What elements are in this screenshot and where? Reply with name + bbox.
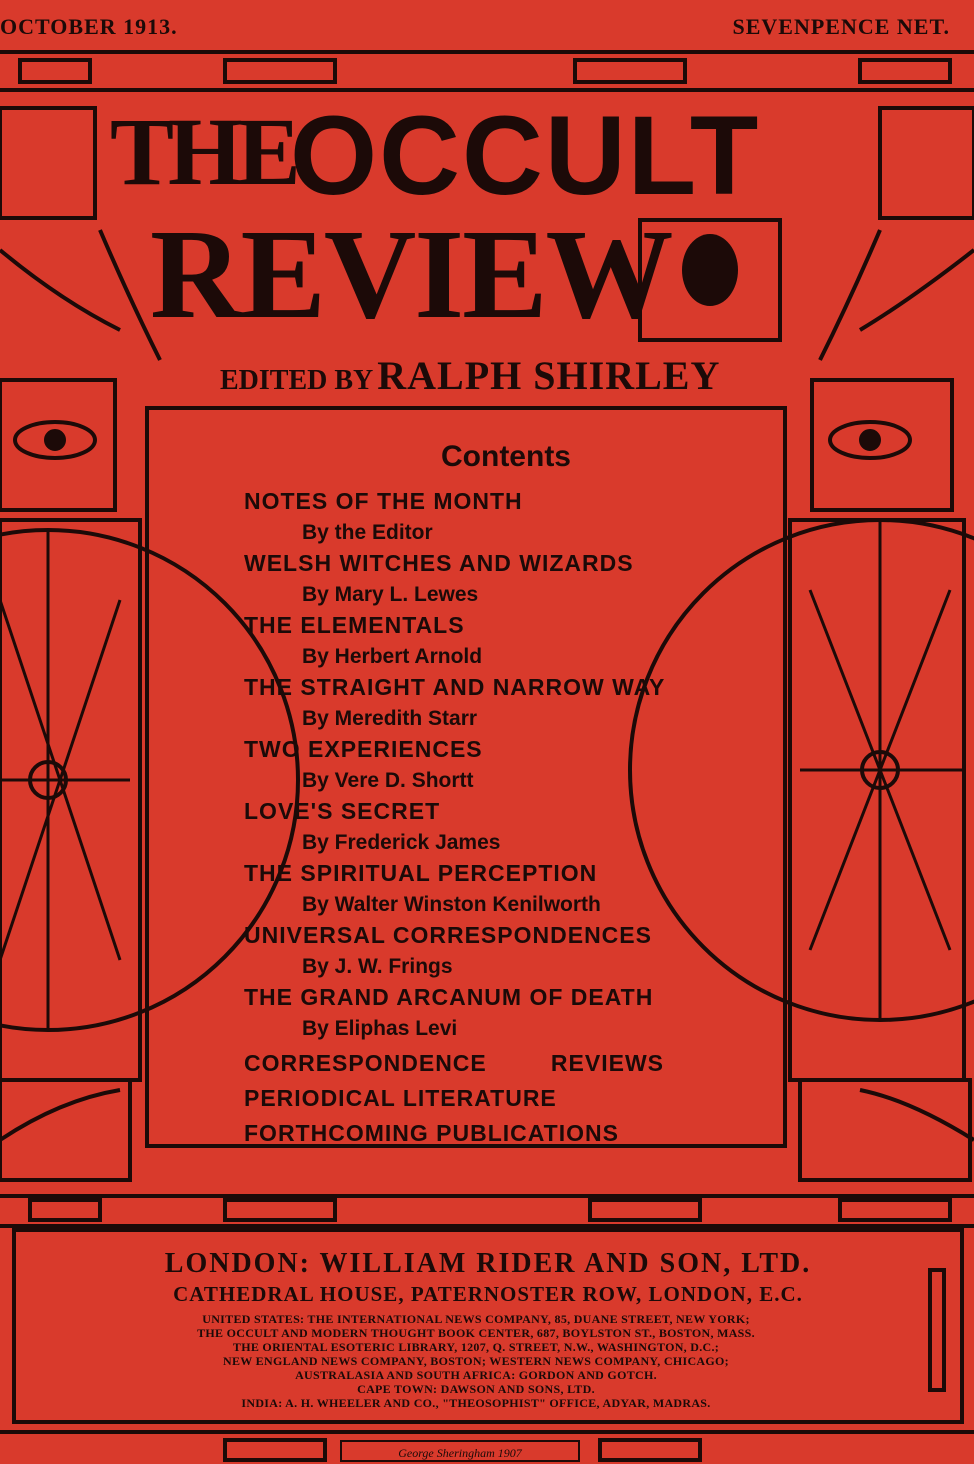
publisher-address: CATHEDRAL HOUSE, PATERNOSTER ROW, LONDON, E.C. [173, 1282, 803, 1306]
article-author: By Herbert Arnold [302, 645, 483, 668]
article-title: THE GRAND ARCANUM OF DEATH [244, 984, 654, 1010]
agents-list [36, 1312, 916, 1410]
toc-entry [244, 548, 764, 610]
publisher-box [12, 1228, 964, 1424]
article-title: NOTES OF THE MONTH [244, 488, 523, 514]
toc-entry [244, 920, 764, 982]
masthead-the: THE [110, 98, 295, 205]
contents-box [145, 406, 787, 1148]
article-author: By Frederick James [302, 831, 501, 854]
section-reviews: REVIEWS [550, 1050, 664, 1076]
publisher-name: LONDON: WILLIAM RIDER AND SON, LTD. [164, 1248, 812, 1279]
article-author: By Meredith Starr [302, 707, 478, 730]
article-author: By J. W. Frings [302, 955, 453, 978]
editor-prefix: EDITED BY [220, 365, 374, 396]
section-periodical-literature: PERIODICAL LITERATURE [244, 1085, 557, 1111]
masthead-occult: OCCULT [290, 93, 761, 218]
agent-line: THE OCCULT AND MODERN THOUGHT BOOK CENTER, 687, BOYLSTON ST., BOSTON, MASS. [197, 1326, 755, 1340]
toc-entry [244, 796, 764, 858]
agent-line: NEW ENGLAND NEWS COMPANY, BOSTON; WESTERN NEWS COMPANY, CHICAGO; [223, 1354, 729, 1368]
article-title: LOVE'S SECRET [244, 798, 441, 824]
agent-line: AUSTRALASIA AND SOUTH AFRICA: GORDON AND GOTCH. [295, 1368, 657, 1382]
toc-entry [244, 672, 764, 734]
section-correspondence: CORRESPONDENCE [244, 1050, 487, 1076]
toc-entry [244, 610, 764, 672]
price: SEVENPENCE NET. [732, 14, 950, 39]
article-author: By Vere D. Shortt [302, 769, 474, 792]
section-forthcoming-publications: FORTHCOMING PUBLICATIONS [244, 1120, 619, 1146]
article-author: By Mary L. Lewes [302, 583, 479, 606]
agent-line: UNITED STATES: THE INTERNATIONAL NEWS COMPANY, 85, DUANE STREET, NEW YORK; [202, 1312, 750, 1326]
toc-entry [244, 734, 764, 796]
table-of-contents [244, 486, 764, 1149]
agent-line: THE ORIENTAL ESOTERIC LIBRARY, 1207, Q. STREET, N.W., WASHINGTON, D.C.; [232, 1340, 720, 1354]
contents-heading: Contents [441, 440, 571, 473]
article-author: By Walter Winston Kenilworth [302, 893, 601, 916]
artist-signature: George Sheringham 1907 [340, 1440, 580, 1462]
toc-entry [244, 486, 764, 548]
toc-entry [244, 982, 764, 1044]
agent-line: CAPE TOWN: DAWSON AND SONS, LTD. [357, 1382, 595, 1396]
editor-credit [220, 352, 720, 399]
article-title: THE STRAIGHT AND NARROW WAY [244, 674, 666, 700]
toc-extra-row [244, 1048, 664, 1079]
article-title: WELSH WITCHES AND WIZARDS [244, 550, 634, 576]
article-author: By Eliphas Levi [302, 1017, 458, 1040]
masthead-review: REVIEW [150, 203, 672, 345]
issue-date: OCTOBER 1913. [0, 14, 178, 39]
article-title: TWO EXPERIENCES [244, 736, 483, 762]
article-title: THE SPIRITUAL PERCEPTION [244, 860, 598, 886]
editor-name: RALPH SHIRLEY [377, 353, 721, 398]
agent-line: INDIA: A. H. WHEELER AND CO., "THEOSOPHIST" OFFICE, ADYAR, MADRAS. [241, 1396, 711, 1410]
article-title: THE ELEMENTALS [244, 612, 465, 638]
article-author: By the Editor [302, 521, 433, 544]
article-title: UNIVERSAL CORRESPONDENCES [244, 922, 652, 948]
toc-entry [244, 858, 764, 920]
